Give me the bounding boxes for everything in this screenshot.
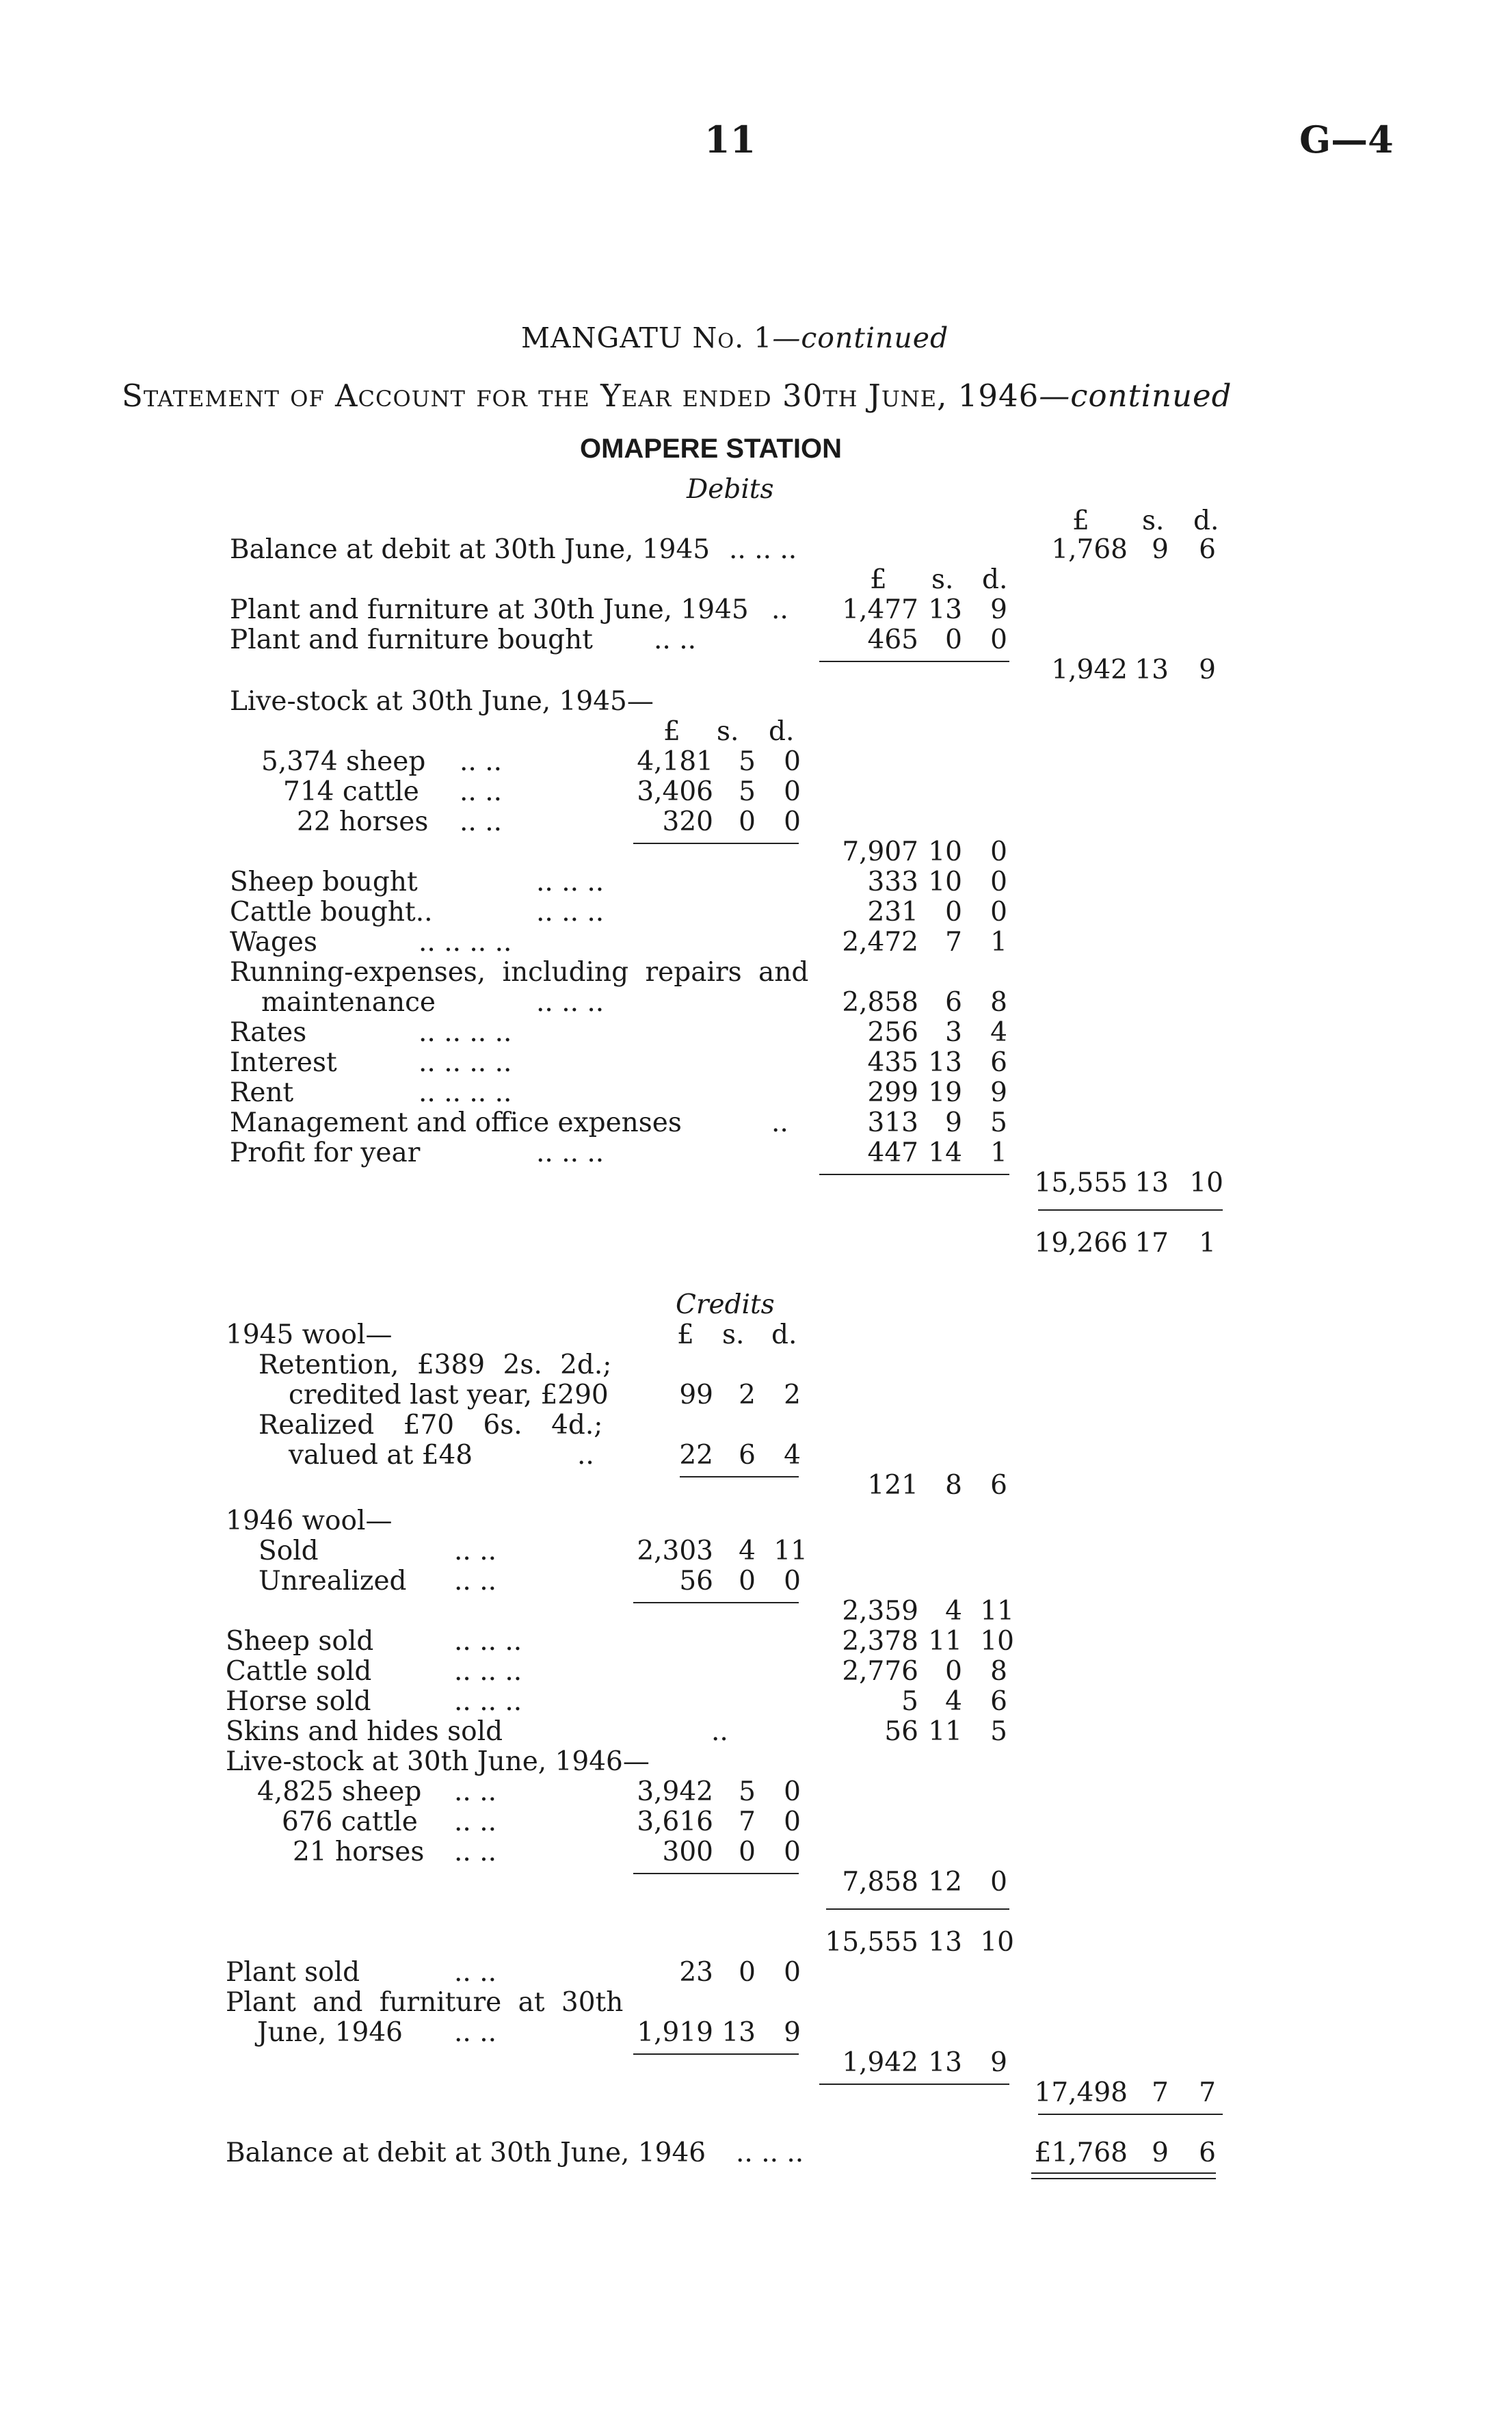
livestock-1946-sheep-shillings: 5 — [739, 1776, 756, 1807]
livestock-1945-sheep-label: 5,374 sheep — [261, 746, 426, 777]
plant-sold-pence: 0 — [784, 1957, 801, 1988]
livestock-1946-sheep-label: 4,825 sheep — [257, 1776, 422, 1807]
mid-pound-header: £ — [870, 564, 887, 595]
wool-1945-total-pounds: 121 — [867, 1470, 918, 1501]
livestock-1945-total-pounds: 7,907 — [842, 837, 918, 867]
running-expenses-dots: .. .. .. — [536, 987, 605, 1018]
credits-subtotal-pence: 10 — [980, 1927, 1014, 1958]
wool-1946-total-pence: 11 — [980, 1596, 1014, 1627]
wool-unrealized-pounds: 56 — [679, 1566, 713, 1596]
sheep-sold-label: Sheep sold — [226, 1626, 374, 1657]
sheep-sold-shillings: 11 — [928, 1626, 962, 1657]
wool-1946-total-shillings: 4 — [945, 1596, 962, 1627]
plant-1946-shillings: 13 — [721, 2017, 756, 2048]
sheep-bought-dots: .. .. .. — [536, 867, 605, 897]
mangatu-continued: —continued — [772, 321, 949, 354]
horse-sold-label: Horse sold — [226, 1686, 371, 1717]
balance-1945-pence: 6 — [1199, 534, 1216, 565]
wages-dots: .. .. .. .. — [419, 927, 512, 958]
debits-grand-rule — [1038, 1209, 1223, 1211]
skins-sold-pence: 5 — [990, 1716, 1007, 1747]
plant-sold-label: Plant sold — [226, 1957, 360, 1988]
management-label: Management and office expenses — [230, 1107, 682, 1138]
page-number: 11 — [704, 118, 756, 161]
debits-grand-total-shillings: 17 — [1135, 1228, 1169, 1259]
realized-label: Realized £70 6s. 4d.; — [258, 1410, 603, 1441]
wool-1945-total-pence: 6 — [990, 1470, 1007, 1501]
management-pounds: 313 — [867, 1107, 918, 1138]
plant-sold-shillings: 0 — [739, 1957, 756, 1988]
management-dots: .. — [771, 1107, 788, 1138]
rates-dots: .. .. .. .. — [419, 1017, 512, 1048]
plant-1946-dots: .. .. — [454, 2017, 496, 2048]
skins-sold-pounds: 56 — [884, 1716, 918, 1747]
rates-pounds: 256 — [867, 1017, 918, 1048]
livestock-1945-cattle-dots: .. .. — [460, 776, 502, 807]
realized-pounds: 22 — [679, 1440, 713, 1471]
wool-1945-total-shillings: 8 — [945, 1470, 962, 1501]
sheep-bought-label: Sheep bought — [230, 867, 418, 897]
interest-pounds: 435 — [867, 1047, 918, 1078]
right-s-header: s. — [1142, 505, 1165, 536]
plant-bought-pence: 0 — [990, 625, 1007, 655]
livestock-1946-total-pence: 0 — [990, 1867, 1007, 1897]
wages-pounds: 2,472 — [842, 927, 918, 958]
wool-unrealized-label: Unrealized — [258, 1566, 407, 1596]
plant-sold-dots: .. .. — [454, 1957, 496, 1988]
balance-1945-pounds: 1,768 — [1051, 534, 1128, 565]
livestock-1945-horses-shillings: 0 — [739, 806, 756, 837]
plant-bought-pounds: 465 — [867, 625, 918, 655]
management-pence: 5 — [990, 1107, 1007, 1138]
credits-grand-rule — [1038, 2114, 1223, 2115]
debits-grand-total-pounds: 19,266 — [1034, 1228, 1128, 1259]
cattle-sold-label: Cattle sold — [226, 1656, 372, 1687]
cattle-bought-pence: 0 — [990, 897, 1007, 928]
document-code: G—4 — [1299, 118, 1394, 161]
livestock-1946-label: Live-stock at 30th June, 1946— — [226, 1746, 650, 1777]
livestock-1946-cattle-shillings: 7 — [739, 1806, 756, 1837]
livestock-1946-horses-dots: .. .. — [454, 1837, 496, 1867]
credit-d-header: d. — [771, 1319, 797, 1350]
interest-shillings: 13 — [928, 1047, 962, 1078]
livestock-1945-sheep-dots: .. .. — [460, 746, 502, 777]
rent-pounds: 299 — [867, 1077, 918, 1108]
rent-pence: 9 — [990, 1077, 1007, 1108]
plant-1946-rule — [633, 2053, 799, 2055]
wool-sold-dots: .. .. — [454, 1536, 496, 1566]
skins-sold-dots: .. — [711, 1716, 728, 1747]
plant-bought-shillings: 0 — [945, 625, 962, 655]
credits-plant-total-shillings: 13 — [928, 2047, 962, 2078]
interest-label: Interest — [230, 1047, 337, 1078]
rates-shillings: 3 — [945, 1017, 962, 1048]
sheep-sold-pounds: 2,378 — [842, 1626, 918, 1657]
profit-dots: .. .. .. — [536, 1138, 605, 1168]
sheep-bought-pounds: 333 — [867, 867, 918, 897]
retention-pence: 2 — [784, 1380, 801, 1410]
cattle-bought-pounds: 231 — [867, 897, 918, 928]
statement-title: Statement of Account for the Year ended 30th June, 1946 — [122, 378, 1039, 414]
livestock-1945-total-shillings: 10 — [928, 837, 962, 867]
running-expenses-pounds: 2,858 — [842, 987, 918, 1018]
credits-subtotal-pounds: 15,555 — [825, 1927, 918, 1958]
livestock-1945-label: Live-stock at 30th June, 1945— — [230, 686, 654, 717]
mangatu-title: MANGATU No. 1 — [521, 321, 773, 354]
livestock-1945-cattle-shillings: 5 — [739, 776, 756, 807]
inner-pound-header: £ — [663, 716, 680, 747]
livestock-1946-cattle-dots: .. .. — [454, 1806, 496, 1837]
statement-continued: —continued — [1039, 378, 1232, 414]
livestock-1945-rule — [633, 843, 799, 844]
plant-1946-pence: 9 — [784, 2017, 801, 2048]
livestock-1945-horses-pounds: 320 — [662, 806, 713, 837]
debits-label: Debits — [687, 474, 774, 505]
mid-s-header: s. — [931, 564, 954, 595]
balance-1945-dots: .. .. .. — [729, 534, 797, 565]
livestock-1946-total-shillings: 12 — [928, 1867, 962, 1897]
station-title: OMAPERE STATION — [580, 434, 842, 464]
wool-sold-label: Sold — [258, 1536, 319, 1566]
plant-total-pounds: 1,942 — [1051, 655, 1128, 685]
wool-1946-rule — [633, 1602, 799, 1603]
wages-pence: 1 — [990, 927, 1007, 958]
plant-1946-label-2: June, 1946 — [257, 2017, 403, 2048]
realized-dots: .. — [577, 1440, 594, 1471]
wool-1945-rule — [680, 1476, 799, 1477]
wool-sold-pounds: 2,303 — [637, 1536, 713, 1566]
livestock-1946-cattle-pence: 0 — [784, 1806, 801, 1837]
plant-1945-pounds: 1,477 — [842, 594, 918, 625]
plant-1946-label: Plant and furniture at 30th — [226, 1987, 624, 2018]
running-expenses-label: Running-expenses, including repairs and — [230, 957, 809, 988]
cattle-bought-shillings: 0 — [945, 897, 962, 928]
closing-balance-pence: 6 — [1199, 2138, 1216, 2168]
management-shillings: 9 — [945, 1107, 962, 1138]
horse-sold-pence: 6 — [990, 1686, 1007, 1717]
plant-1945-pence: 9 — [990, 594, 1007, 625]
retention-label-2: credited last year, £290 — [289, 1380, 609, 1410]
profit-pounds: 447 — [867, 1138, 918, 1168]
debits-grand-total-pence: 1 — [1199, 1228, 1216, 1259]
cattle-sold-dots: .. .. .. — [454, 1656, 522, 1687]
interest-dots: .. .. .. .. — [419, 1047, 512, 1078]
profit-shillings: 14 — [928, 1138, 962, 1168]
livestock-1946-sheep-pounds: 3,942 — [637, 1776, 713, 1807]
plant-1945-label: Plant and furniture at 30th June, 1945 — [230, 594, 749, 625]
credits-grand-total-shillings: 7 — [1152, 2077, 1169, 2108]
plant-total-pence: 9 — [1199, 655, 1216, 685]
livestock-1946-total-pounds: 7,858 — [842, 1867, 918, 1897]
livestock-1945-horses-dots: .. .. — [460, 806, 502, 837]
closing-balance-label: Balance at debit at 30th June, 1946 — [226, 2138, 706, 2168]
expenses-rule — [819, 1174, 1009, 1175]
livestock-1946-rule — [633, 1873, 799, 1874]
sheep-bought-shillings: 10 — [928, 867, 962, 897]
realized-label-2: valued at £48 — [289, 1440, 473, 1471]
horse-sold-shillings: 4 — [945, 1686, 962, 1717]
livestock-1945-total-pence: 0 — [990, 837, 1007, 867]
livestock-1945-horses-label: 22 horses — [297, 806, 429, 837]
balance-1945-label: Balance at debit at 30th June, 1945 — [230, 534, 711, 565]
livestock-1946-sheep-pence: 0 — [784, 1776, 801, 1807]
running-expenses-shillings: 6 — [945, 987, 962, 1018]
plant-rule — [819, 661, 1009, 662]
horse-sold-dots: .. .. .. — [454, 1686, 522, 1717]
livestock-1945-cattle-label: 714 cattle — [283, 776, 419, 807]
wages-shillings: 7 — [945, 927, 962, 958]
wool-unrealized-pence: 0 — [784, 1566, 801, 1596]
credits-label: Credits — [676, 1289, 775, 1320]
livestock-1946-horses-shillings: 0 — [739, 1837, 756, 1867]
rent-dots: .. .. .. .. — [419, 1077, 512, 1108]
rates-pence: 4 — [990, 1017, 1007, 1048]
livestock-1946-cattle-label: 676 cattle — [282, 1806, 418, 1837]
skins-sold-label: Skins and hides sold — [226, 1716, 503, 1747]
sheep-bought-pence: 0 — [990, 867, 1007, 897]
livestock-1945-cattle-pence: 0 — [784, 776, 801, 807]
running-expenses-pence: 8 — [990, 987, 1007, 1018]
profit-pence: 1 — [990, 1138, 1007, 1168]
credits-plant-total-pence: 9 — [990, 2047, 1007, 2078]
plant-bought-label: Plant and furniture bought — [230, 625, 593, 655]
plant-sold-pounds: 23 — [679, 1957, 713, 1988]
cattle-sold-pence: 8 — [990, 1656, 1007, 1687]
balance-1945-shillings: 9 — [1152, 534, 1169, 565]
livestock-1945-sheep-shillings: 5 — [739, 746, 756, 777]
cattle-bought-dots: .. .. .. — [536, 897, 605, 928]
expenses-total-pounds: 15,555 — [1034, 1168, 1128, 1198]
retention-shillings: 2 — [739, 1380, 756, 1410]
closing-balance-shillings: 9 — [1152, 2138, 1169, 2168]
realized-shillings: 6 — [739, 1440, 756, 1471]
livestock-1946-horses-pence: 0 — [784, 1837, 801, 1867]
credits-plant-total-rule — [819, 2084, 1009, 2085]
wages-label: Wages — [230, 927, 318, 958]
plant-1946-pounds: 1,919 — [637, 2017, 713, 2048]
credit-s-header: s. — [722, 1319, 745, 1350]
sheep-sold-pence: 10 — [980, 1626, 1014, 1657]
wool-unrealized-dots: .. .. — [454, 1566, 496, 1596]
mangatu-heading — [521, 321, 949, 354]
wool-1946-label: 1946 wool— — [226, 1506, 393, 1536]
inner-s-header: s. — [717, 716, 739, 747]
expenses-total-pence: 10 — [1189, 1168, 1223, 1198]
statement-heading — [122, 378, 1232, 414]
credits-grand-total-pounds: 17,498 — [1034, 2077, 1128, 2108]
cattle-bought-label: Cattle bought.. — [230, 897, 433, 928]
wool-1945-label: 1945 wool— — [226, 1319, 393, 1350]
credits-grand-total-pence: 7 — [1199, 2077, 1216, 2108]
horse-sold-pounds: 5 — [901, 1686, 918, 1717]
livestock-1945-cattle-pounds: 3,406 — [637, 776, 713, 807]
wool-sold-shillings: 4 — [739, 1536, 756, 1566]
profit-label: Profit for year — [230, 1138, 421, 1168]
interest-pence: 6 — [990, 1047, 1007, 1078]
retention-label: Retention, £389 2s. 2d.; — [258, 1350, 612, 1380]
realized-pence: 4 — [784, 1440, 801, 1471]
closing-balance-dots: .. .. .. — [736, 2138, 804, 2168]
rent-shillings: 19 — [928, 1077, 962, 1108]
wool-1946-total-pounds: 2,359 — [842, 1596, 918, 1627]
credits-subtotal-rule — [826, 1908, 1009, 1910]
right-d-header: d. — [1193, 505, 1219, 536]
credits-subtotal-shillings: 13 — [928, 1927, 962, 1958]
inner-d-header: d. — [769, 716, 795, 747]
closing-balance-pounds: £1,768 — [1034, 2138, 1128, 2168]
running-expenses-label-2: maintenance — [261, 987, 436, 1018]
wool-unrealized-shillings: 0 — [739, 1566, 756, 1596]
plant-1945-shillings: 13 — [928, 594, 962, 625]
credit-pound-header: £ — [677, 1319, 694, 1350]
livestock-1946-cattle-pounds: 3,616 — [637, 1806, 713, 1837]
plant-1945-dots: .. — [771, 594, 788, 625]
sheep-sold-dots: .. .. .. — [454, 1626, 522, 1657]
plant-bought-dots: .. .. — [654, 625, 696, 655]
rent-label: Rent — [230, 1077, 294, 1108]
retention-pounds: 99 — [679, 1380, 713, 1410]
livestock-1945-horses-pence: 0 — [784, 806, 801, 837]
livestock-1945-sheep-pence: 0 — [784, 746, 801, 777]
wool-sold-pence: 11 — [773, 1536, 808, 1566]
credits-plant-total-pounds: 1,942 — [842, 2047, 918, 2078]
expenses-total-shillings: 13 — [1135, 1168, 1169, 1198]
livestock-1945-sheep-pounds: 4,181 — [637, 746, 713, 777]
closing-double-rule — [1031, 2172, 1216, 2179]
right-pound-header: £ — [1072, 505, 1089, 536]
cattle-sold-pounds: 2,776 — [842, 1656, 918, 1687]
livestock-1946-horses-pounds: 300 — [662, 1837, 713, 1867]
livestock-1946-horses-label: 21 horses — [293, 1837, 425, 1867]
plant-total-shillings: 13 — [1135, 655, 1169, 685]
livestock-1946-sheep-dots: .. .. — [454, 1776, 496, 1807]
cattle-sold-shillings: 0 — [945, 1656, 962, 1687]
rates-label: Rates — [230, 1017, 307, 1048]
skins-sold-shillings: 11 — [928, 1716, 962, 1747]
mid-d-header: d. — [982, 564, 1008, 595]
